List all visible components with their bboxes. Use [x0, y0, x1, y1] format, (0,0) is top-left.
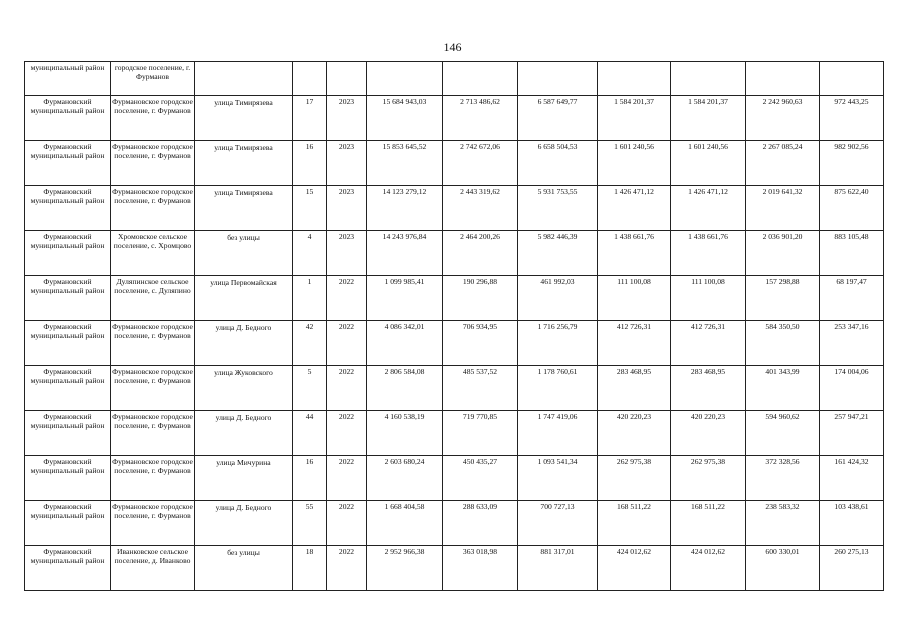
cell-street: без улицы — [195, 231, 293, 276]
cell-value-2: 2 713 486,62 — [443, 96, 518, 141]
cell-value-2: 2 742 672,06 — [443, 141, 518, 186]
cell-value-3 — [518, 62, 598, 96]
cell-house: 16 — [293, 456, 327, 501]
cell-house: 1 — [293, 276, 327, 321]
cell-value-2: 485 537,52 — [443, 366, 518, 411]
cell-value-4: 1 584 201,37 — [598, 96, 671, 141]
cell-year: 2023 — [327, 141, 367, 186]
cell-value-2: 363 018,98 — [443, 546, 518, 591]
cell-total-cost: 2 952 966,38 — [367, 546, 443, 591]
cell-year: 2022 — [327, 546, 367, 591]
cell-district: Фурмановский муниципальный район — [25, 456, 111, 501]
cell-year: 2022 — [327, 321, 367, 366]
cell-value-2: 2 443 319,62 — [443, 186, 518, 231]
cell-value-6: 2 267 085,24 — [746, 141, 820, 186]
cell-value-7: 253 347,16 — [820, 321, 884, 366]
cell-value-4: 1 426 471,12 — [598, 186, 671, 231]
cell-value-6: 584 350,50 — [746, 321, 820, 366]
cell-total-cost: 2 603 680,24 — [367, 456, 443, 501]
cell-settlement: Фурмановское городское поселение, г. Фурманов — [111, 96, 195, 141]
cell-value-7: 68 197,47 — [820, 276, 884, 321]
cell-year: 2022 — [327, 276, 367, 321]
cell-value-6: 2 036 901,20 — [746, 231, 820, 276]
cell-value-6: 157 298,88 — [746, 276, 820, 321]
cell-settlement: Дуляпинское сельское поселение, с. Дуляпино — [111, 276, 195, 321]
cell-value-6 — [746, 62, 820, 96]
cell-value-3: 461 992,03 — [518, 276, 598, 321]
cell-value-6: 600 330,01 — [746, 546, 820, 591]
cell-value-5: 420 220,23 — [671, 411, 746, 456]
cell-value-3: 5 982 446,39 — [518, 231, 598, 276]
cell-value-7: 257 947,21 — [820, 411, 884, 456]
cell-value-3: 881 317,01 — [518, 546, 598, 591]
cell-district: Фурмановский муниципальный район — [25, 411, 111, 456]
cell-street: улица Д. Бедного — [195, 501, 293, 546]
cell-total-cost — [367, 62, 443, 96]
cell-house: 16 — [293, 141, 327, 186]
cell-year: 2022 — [327, 366, 367, 411]
table-row — [25, 186, 884, 231]
cell-house: 18 — [293, 546, 327, 591]
table-row — [25, 321, 884, 366]
cell-street: улица Тимирязева — [195, 186, 293, 231]
cell-value-2: 2 464 200,26 — [443, 231, 518, 276]
cell-value-5: 1 601 240,56 — [671, 141, 746, 186]
cell-value-3: 6 658 504,53 — [518, 141, 598, 186]
cell-value-3: 1 093 541,34 — [518, 456, 598, 501]
table-row — [25, 96, 884, 141]
cell-house — [293, 62, 327, 96]
cell-total-cost: 14 123 279,12 — [367, 186, 443, 231]
cell-district: Фурмановский муниципальный район — [25, 141, 111, 186]
cell-value-4: 283 468,95 — [598, 366, 671, 411]
cell-total-cost: 14 243 976,84 — [367, 231, 443, 276]
table-row — [25, 141, 884, 186]
cell-value-6: 2 242 960,63 — [746, 96, 820, 141]
cell-value-5: 424 012,62 — [671, 546, 746, 591]
cell-value-2: 288 633,09 — [443, 501, 518, 546]
cell-value-2: 706 934,95 — [443, 321, 518, 366]
cell-value-6: 594 960,62 — [746, 411, 820, 456]
cell-value-5: 412 726,31 — [671, 321, 746, 366]
cell-total-cost: 1 668 404,58 — [367, 501, 443, 546]
cell-house: 42 — [293, 321, 327, 366]
cell-value-4: 1 438 661,76 — [598, 231, 671, 276]
cell-year: 2023 — [327, 96, 367, 141]
cell-value-4: 262 975,38 — [598, 456, 671, 501]
table-row — [25, 231, 884, 276]
cell-total-cost: 2 806 584,08 — [367, 366, 443, 411]
cell-settlement: Фурмановское городское поселение, г. Фурманов — [111, 141, 195, 186]
cell-settlement: Хромовское сельское поселение, с. Хромцово — [111, 231, 195, 276]
cell-value-2 — [443, 62, 518, 96]
cell-house: 15 — [293, 186, 327, 231]
housing-registry-table — [24, 61, 884, 591]
cell-district: Фурмановский муниципальный район — [25, 96, 111, 141]
cell-house: 17 — [293, 96, 327, 141]
page-number: 146 — [443, 40, 462, 54]
cell-total-cost: 15 853 645,52 — [367, 141, 443, 186]
cell-street: без улицы — [195, 546, 293, 591]
cell-total-cost: 15 684 943,03 — [367, 96, 443, 141]
cell-street: улица Тимирязева — [195, 141, 293, 186]
cell-total-cost: 4 160 538,19 — [367, 411, 443, 456]
cell-value-2: 719 770,85 — [443, 411, 518, 456]
cell-value-4: 1 601 240,56 — [598, 141, 671, 186]
table-row — [25, 456, 884, 501]
cell-street: улица Жуковского — [195, 366, 293, 411]
cell-value-4: 412 726,31 — [598, 321, 671, 366]
table-row — [25, 546, 884, 591]
cell-value-5 — [671, 62, 746, 96]
cell-value-5: 168 511,22 — [671, 501, 746, 546]
cell-value-7: 161 424,32 — [820, 456, 884, 501]
cell-value-4: 111 100,08 — [598, 276, 671, 321]
cell-settlement: Фурмановское городское поселение, г. Фурманов — [111, 411, 195, 456]
cell-settlement: Фурмановское городское поселение, г. Фурманов — [111, 186, 195, 231]
cell-value-3: 1 747 419,06 — [518, 411, 598, 456]
cell-value-5: 1 438 661,76 — [671, 231, 746, 276]
cell-street — [195, 62, 293, 96]
table-row-continuation — [25, 62, 884, 96]
table-row — [25, 276, 884, 321]
cell-value-4 — [598, 62, 671, 96]
cell-district: Фурмановский муниципальный район — [25, 501, 111, 546]
cell-street: улица Д. Бедного — [195, 321, 293, 366]
cell-district: Фурмановский муниципальный район — [25, 546, 111, 591]
cell-district: Фурмановский муниципальный район — [25, 186, 111, 231]
cell-value-6: 238 583,32 — [746, 501, 820, 546]
cell-value-7: 982 902,56 — [820, 141, 884, 186]
cell-settlement: Иванковское сельское поселение, д. Иванково — [111, 546, 195, 591]
cell-total-cost: 4 086 342,01 — [367, 321, 443, 366]
cell-value-4: 168 511,22 — [598, 501, 671, 546]
cell-value-6: 2 019 641,32 — [746, 186, 820, 231]
cell-settlement: Фурмановское городское поселение, г. Фурманов — [111, 321, 195, 366]
cell-value-6: 372 328,56 — [746, 456, 820, 501]
cell-house: 55 — [293, 501, 327, 546]
cell-house: 44 — [293, 411, 327, 456]
cell-value-5: 1 584 201,37 — [671, 96, 746, 141]
cell-district: Фурмановский муниципальный район — [25, 366, 111, 411]
cell-district: Фурмановский муниципальный район — [25, 321, 111, 366]
cell-value-4: 420 220,23 — [598, 411, 671, 456]
cell-street: улица Тимирязева — [195, 96, 293, 141]
cell-value-7: 103 438,61 — [820, 501, 884, 546]
cell-value-7: 883 105,48 — [820, 231, 884, 276]
cell-value-7: 875 622,40 — [820, 186, 884, 231]
cell-settlement: Фурмановское городское поселение, г. Фурманов — [111, 501, 195, 546]
cell-value-2: 190 296,88 — [443, 276, 518, 321]
cell-value-2: 450 435,27 — [443, 456, 518, 501]
cell-value-3: 1 716 256,79 — [518, 321, 598, 366]
cell-value-5: 283 468,95 — [671, 366, 746, 411]
cell-total-cost: 1 099 985,41 — [367, 276, 443, 321]
cell-value-5: 111 100,08 — [671, 276, 746, 321]
cell-value-7: 260 275,13 — [820, 546, 884, 591]
cell-value-5: 262 975,38 — [671, 456, 746, 501]
cell-settlement: Фурмановское городское поселение, г. Фурманов — [111, 366, 195, 411]
cell-value-3: 6 587 649,77 — [518, 96, 598, 141]
cell-value-5: 1 426 471,12 — [671, 186, 746, 231]
cell-year: 2023 — [327, 186, 367, 231]
cell-value-3: 5 931 753,55 — [518, 186, 598, 231]
cell-value-6: 401 343,99 — [746, 366, 820, 411]
cell-street: улица Д. Бедного — [195, 411, 293, 456]
cell-value-3: 1 178 760,61 — [518, 366, 598, 411]
cell-year: 2022 — [327, 411, 367, 456]
cell-value-3: 700 727,13 — [518, 501, 598, 546]
cell-district: муниципальный район — [25, 62, 111, 96]
cell-house: 4 — [293, 231, 327, 276]
cell-street: улица Первомайская — [195, 276, 293, 321]
cell-year: 2022 — [327, 456, 367, 501]
cell-settlement: городское поселение, г. Фурманов — [111, 62, 195, 96]
cell-value-4: 424 012,62 — [598, 546, 671, 591]
cell-value-7: 174 004,06 — [820, 366, 884, 411]
cell-year — [327, 62, 367, 96]
table-row — [25, 366, 884, 411]
table-row — [25, 501, 884, 546]
cell-settlement: Фурмановское городское поселение, г. Фурманов — [111, 456, 195, 501]
cell-house: 5 — [293, 366, 327, 411]
cell-year: 2022 — [327, 501, 367, 546]
cell-district: Фурмановский муниципальный район — [25, 231, 111, 276]
table-body — [25, 62, 884, 591]
cell-street: улица Мичурина — [195, 456, 293, 501]
table-row — [25, 411, 884, 456]
cell-district: Фурмановский муниципальный район — [25, 276, 111, 321]
cell-value-7 — [820, 62, 884, 96]
cell-year: 2023 — [327, 231, 367, 276]
cell-value-7: 972 443,25 — [820, 96, 884, 141]
